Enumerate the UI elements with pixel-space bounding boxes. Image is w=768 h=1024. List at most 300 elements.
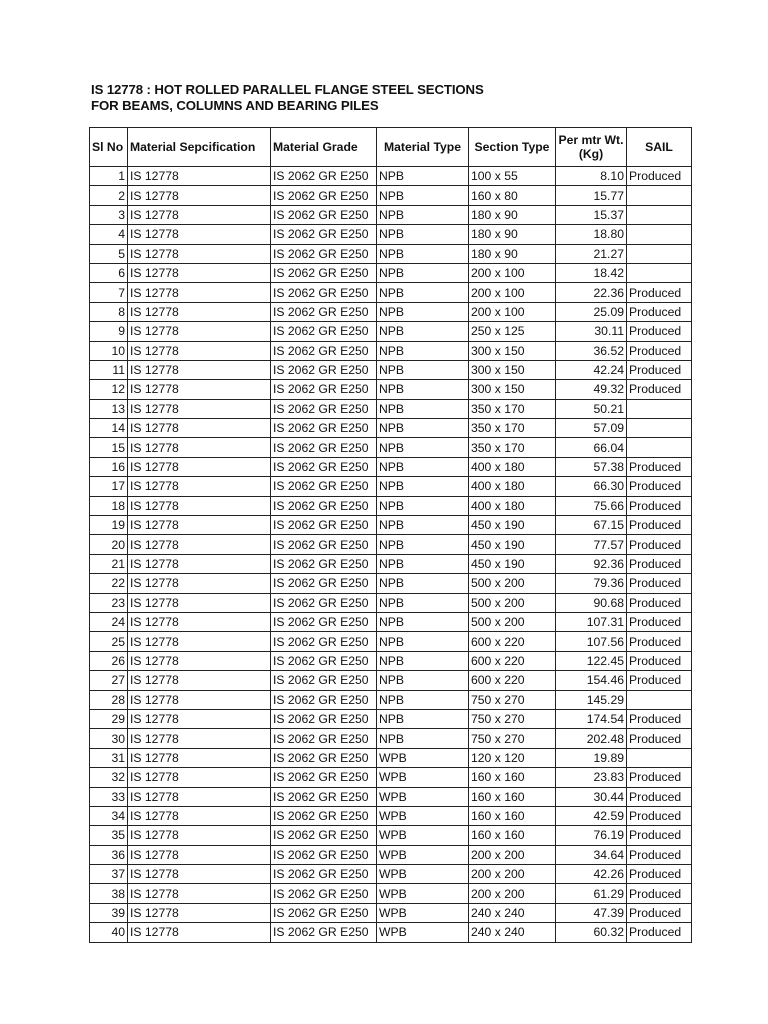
cell-material-specification: IS 12778 bbox=[128, 341, 271, 360]
cell-section-type: 160 x 160 bbox=[469, 806, 556, 825]
cell-sl-no: 35 bbox=[90, 826, 128, 845]
cell-material-specification: IS 12778 bbox=[128, 690, 271, 709]
cell-material-type: NPB bbox=[377, 380, 469, 399]
table-row bbox=[90, 806, 692, 825]
table-row bbox=[90, 283, 692, 302]
cell-sl-no: 30 bbox=[90, 729, 128, 748]
cell-section-type: 500 x 200 bbox=[469, 574, 556, 593]
table-row bbox=[90, 302, 692, 321]
cell-per-mtr-wt: 42.59 bbox=[556, 806, 627, 825]
table-row bbox=[90, 593, 692, 612]
table-row bbox=[90, 225, 692, 244]
cell-sl-no: 40 bbox=[90, 923, 128, 942]
cell-material-grade: IS 2062 GR E250 bbox=[271, 302, 377, 321]
cell-section-type: 750 x 270 bbox=[469, 709, 556, 728]
cell-material-grade: IS 2062 GR E250 bbox=[271, 457, 377, 476]
cell-per-mtr-wt: 18.42 bbox=[556, 263, 627, 282]
cell-sail: Produced bbox=[627, 903, 692, 922]
cell-material-specification: IS 12778 bbox=[128, 419, 271, 438]
table-row bbox=[90, 884, 692, 903]
cell-material-type: NPB bbox=[377, 690, 469, 709]
cell-material-type: WPB bbox=[377, 826, 469, 845]
cell-sl-no: 4 bbox=[90, 225, 128, 244]
cell-sl-no: 20 bbox=[90, 535, 128, 554]
cell-material-specification: IS 12778 bbox=[128, 574, 271, 593]
cell-sl-no: 23 bbox=[90, 593, 128, 612]
cell-sl-no: 17 bbox=[90, 477, 128, 496]
cell-sl-no: 39 bbox=[90, 903, 128, 922]
cell-material-grade: IS 2062 GR E250 bbox=[271, 322, 377, 341]
cell-material-grade: IS 2062 GR E250 bbox=[271, 671, 377, 690]
cell-material-specification: IS 12778 bbox=[128, 845, 271, 864]
cell-section-type: 350 x 170 bbox=[469, 438, 556, 457]
cell-section-type: 450 x 190 bbox=[469, 516, 556, 535]
cell-per-mtr-wt: 76.19 bbox=[556, 826, 627, 845]
cell-sl-no: 25 bbox=[90, 632, 128, 651]
cell-sail: Produced bbox=[627, 612, 692, 631]
cell-sl-no: 3 bbox=[90, 205, 128, 224]
cell-sail: Produced bbox=[627, 322, 692, 341]
cell-sl-no: 13 bbox=[90, 399, 128, 418]
cell-sail bbox=[627, 244, 692, 263]
table-row bbox=[90, 554, 692, 573]
cell-sail: Produced bbox=[627, 477, 692, 496]
table-row bbox=[90, 535, 692, 554]
cell-per-mtr-wt: 107.56 bbox=[556, 632, 627, 651]
table-row bbox=[90, 826, 692, 845]
cell-material-type: NPB bbox=[377, 612, 469, 631]
cell-material-type: WPB bbox=[377, 923, 469, 942]
cell-sail: Produced bbox=[627, 768, 692, 787]
table-row bbox=[90, 632, 692, 651]
cell-material-specification: IS 12778 bbox=[128, 806, 271, 825]
cell-sl-no: 31 bbox=[90, 748, 128, 767]
cell-material-specification: IS 12778 bbox=[128, 554, 271, 573]
cell-material-specification: IS 12778 bbox=[128, 729, 271, 748]
header-section-type: Section Type bbox=[469, 128, 556, 167]
cell-material-grade: IS 2062 GR E250 bbox=[271, 865, 377, 884]
cell-per-mtr-wt: 34.64 bbox=[556, 845, 627, 864]
cell-section-type: 100 x 55 bbox=[469, 167, 556, 186]
cell-material-type: NPB bbox=[377, 535, 469, 554]
cell-section-type: 400 x 180 bbox=[469, 457, 556, 476]
cell-per-mtr-wt: 202.48 bbox=[556, 729, 627, 748]
cell-material-specification: IS 12778 bbox=[128, 748, 271, 767]
cell-material-grade: IS 2062 GR E250 bbox=[271, 593, 377, 612]
cell-sail: Produced bbox=[627, 516, 692, 535]
cell-sail: Produced bbox=[627, 632, 692, 651]
cell-sail: Produced bbox=[627, 496, 692, 515]
cell-material-specification: IS 12778 bbox=[128, 283, 271, 302]
cell-sl-no: 2 bbox=[90, 186, 128, 205]
cell-material-type: NPB bbox=[377, 516, 469, 535]
cell-material-grade: IS 2062 GR E250 bbox=[271, 826, 377, 845]
cell-material-type: NPB bbox=[377, 302, 469, 321]
cell-sail: Produced bbox=[627, 884, 692, 903]
table-row bbox=[90, 651, 692, 670]
cell-per-mtr-wt: 145.29 bbox=[556, 690, 627, 709]
title-line-2: FOR BEAMS, COLUMNS AND BEARING PILES bbox=[91, 98, 379, 113]
header-per-mtr-wt: Per mtr Wt. (Kg) bbox=[556, 128, 627, 167]
document-title bbox=[91, 82, 484, 114]
cell-sl-no: 14 bbox=[90, 419, 128, 438]
table-row bbox=[90, 341, 692, 360]
table-row bbox=[90, 865, 692, 884]
cell-material-specification: IS 12778 bbox=[128, 438, 271, 457]
table-row bbox=[90, 709, 692, 728]
cell-material-type: NPB bbox=[377, 671, 469, 690]
cell-per-mtr-wt: 30.44 bbox=[556, 787, 627, 806]
cell-material-grade: IS 2062 GR E250 bbox=[271, 263, 377, 282]
cell-material-type: NPB bbox=[377, 496, 469, 515]
cell-sail bbox=[627, 399, 692, 418]
cell-material-type: NPB bbox=[377, 477, 469, 496]
table-row bbox=[90, 845, 692, 864]
cell-section-type: 200 x 100 bbox=[469, 302, 556, 321]
cell-per-mtr-wt: 21.27 bbox=[556, 244, 627, 263]
cell-section-type: 350 x 170 bbox=[469, 399, 556, 418]
cell-material-type: NPB bbox=[377, 574, 469, 593]
cell-sl-no: 36 bbox=[90, 845, 128, 864]
cell-sl-no: 16 bbox=[90, 457, 128, 476]
cell-sl-no: 34 bbox=[90, 806, 128, 825]
cell-material-grade: IS 2062 GR E250 bbox=[271, 360, 377, 379]
cell-material-grade: IS 2062 GR E250 bbox=[271, 516, 377, 535]
cell-per-mtr-wt: 154.46 bbox=[556, 671, 627, 690]
cell-section-type: 400 x 180 bbox=[469, 477, 556, 496]
table-row bbox=[90, 205, 692, 224]
cell-material-specification: IS 12778 bbox=[128, 205, 271, 224]
cell-material-grade: IS 2062 GR E250 bbox=[271, 632, 377, 651]
cell-sail bbox=[627, 748, 692, 767]
cell-sl-no: 5 bbox=[90, 244, 128, 263]
cell-section-type: 750 x 270 bbox=[469, 729, 556, 748]
table-row bbox=[90, 903, 692, 922]
cell-material-grade: IS 2062 GR E250 bbox=[271, 341, 377, 360]
cell-section-type: 160 x 160 bbox=[469, 826, 556, 845]
cell-per-mtr-wt: 57.38 bbox=[556, 457, 627, 476]
cell-sl-no: 12 bbox=[90, 380, 128, 399]
cell-section-type: 160 x 160 bbox=[469, 768, 556, 787]
cell-per-mtr-wt: 42.26 bbox=[556, 865, 627, 884]
cell-section-type: 240 x 240 bbox=[469, 923, 556, 942]
header-sail: SAIL bbox=[627, 128, 692, 167]
table-row bbox=[90, 322, 692, 341]
header-material-specification: Material Sepcification bbox=[128, 128, 271, 167]
cell-material-type: NPB bbox=[377, 554, 469, 573]
cell-sail: Produced bbox=[627, 554, 692, 573]
cell-material-specification: IS 12778 bbox=[128, 768, 271, 787]
cell-material-specification: IS 12778 bbox=[128, 865, 271, 884]
cell-section-type: 300 x 150 bbox=[469, 380, 556, 399]
cell-sail: Produced bbox=[627, 709, 692, 728]
cell-section-type: 160 x 80 bbox=[469, 186, 556, 205]
cell-material-specification: IS 12778 bbox=[128, 457, 271, 476]
cell-per-mtr-wt: 23.83 bbox=[556, 768, 627, 787]
cell-material-specification: IS 12778 bbox=[128, 612, 271, 631]
cell-material-grade: IS 2062 GR E250 bbox=[271, 884, 377, 903]
cell-material-grade: IS 2062 GR E250 bbox=[271, 380, 377, 399]
cell-sail: Produced bbox=[627, 360, 692, 379]
cell-per-mtr-wt: 15.77 bbox=[556, 186, 627, 205]
cell-material-grade: IS 2062 GR E250 bbox=[271, 244, 377, 263]
cell-per-mtr-wt: 66.30 bbox=[556, 477, 627, 496]
cell-per-mtr-wt: 67.15 bbox=[556, 516, 627, 535]
cell-section-type: 600 x 220 bbox=[469, 651, 556, 670]
cell-sail: Produced bbox=[627, 341, 692, 360]
cell-sail: Produced bbox=[627, 593, 692, 612]
cell-material-type: NPB bbox=[377, 322, 469, 341]
cell-per-mtr-wt: 90.68 bbox=[556, 593, 627, 612]
cell-material-specification: IS 12778 bbox=[128, 651, 271, 670]
cell-material-grade: IS 2062 GR E250 bbox=[271, 554, 377, 573]
cell-section-type: 250 x 125 bbox=[469, 322, 556, 341]
cell-sl-no: 8 bbox=[90, 302, 128, 321]
table-row bbox=[90, 574, 692, 593]
table-row bbox=[90, 612, 692, 631]
cell-material-type: WPB bbox=[377, 806, 469, 825]
cell-material-type: WPB bbox=[377, 748, 469, 767]
header-material-grade: Material Grade bbox=[271, 128, 377, 167]
cell-material-grade: IS 2062 GR E250 bbox=[271, 167, 377, 186]
cell-sail: Produced bbox=[627, 651, 692, 670]
table-row bbox=[90, 690, 692, 709]
cell-sail: Produced bbox=[627, 826, 692, 845]
cell-sl-no: 37 bbox=[90, 865, 128, 884]
table-row bbox=[90, 399, 692, 418]
cell-material-grade: IS 2062 GR E250 bbox=[271, 787, 377, 806]
cell-sl-no: 18 bbox=[90, 496, 128, 515]
cell-section-type: 180 x 90 bbox=[469, 225, 556, 244]
cell-sail: Produced bbox=[627, 380, 692, 399]
cell-material-specification: IS 12778 bbox=[128, 263, 271, 282]
table-body bbox=[90, 167, 692, 943]
cell-per-mtr-wt: 19.89 bbox=[556, 748, 627, 767]
cell-material-specification: IS 12778 bbox=[128, 302, 271, 321]
cell-material-type: WPB bbox=[377, 768, 469, 787]
cell-material-specification: IS 12778 bbox=[128, 244, 271, 263]
cell-material-type: NPB bbox=[377, 438, 469, 457]
cell-material-grade: IS 2062 GR E250 bbox=[271, 690, 377, 709]
cell-sail bbox=[627, 225, 692, 244]
cell-sail bbox=[627, 205, 692, 224]
table-row bbox=[90, 244, 692, 263]
cell-sl-no: 22 bbox=[90, 574, 128, 593]
cell-material-grade: IS 2062 GR E250 bbox=[271, 612, 377, 631]
cell-sl-no: 24 bbox=[90, 612, 128, 631]
cell-material-grade: IS 2062 GR E250 bbox=[271, 225, 377, 244]
cell-material-type: NPB bbox=[377, 225, 469, 244]
cell-sail: Produced bbox=[627, 845, 692, 864]
table-row bbox=[90, 516, 692, 535]
header-sl-no: Sl No bbox=[90, 128, 128, 167]
cell-sl-no: 19 bbox=[90, 516, 128, 535]
header-material-type: Material Type bbox=[377, 128, 469, 167]
cell-section-type: 200 x 200 bbox=[469, 865, 556, 884]
cell-material-specification: IS 12778 bbox=[128, 593, 271, 612]
cell-section-type: 750 x 270 bbox=[469, 690, 556, 709]
table-row bbox=[90, 477, 692, 496]
table-row bbox=[90, 380, 692, 399]
cell-per-mtr-wt: 66.04 bbox=[556, 438, 627, 457]
cell-per-mtr-wt: 49.32 bbox=[556, 380, 627, 399]
cell-material-type: NPB bbox=[377, 263, 469, 282]
cell-material-type: NPB bbox=[377, 593, 469, 612]
cell-sl-no: 28 bbox=[90, 690, 128, 709]
table-row bbox=[90, 748, 692, 767]
cell-per-mtr-wt: 8.10 bbox=[556, 167, 627, 186]
cell-section-type: 450 x 190 bbox=[469, 535, 556, 554]
cell-sail: Produced bbox=[627, 535, 692, 554]
cell-sl-no: 7 bbox=[90, 283, 128, 302]
cell-per-mtr-wt: 92.36 bbox=[556, 554, 627, 573]
cell-material-grade: IS 2062 GR E250 bbox=[271, 768, 377, 787]
cell-material-grade: IS 2062 GR E250 bbox=[271, 496, 377, 515]
cell-sl-no: 33 bbox=[90, 787, 128, 806]
cell-material-type: WPB bbox=[377, 865, 469, 884]
cell-section-type: 240 x 240 bbox=[469, 903, 556, 922]
cell-sail: Produced bbox=[627, 283, 692, 302]
table-row bbox=[90, 263, 692, 282]
cell-material-grade: IS 2062 GR E250 bbox=[271, 477, 377, 496]
cell-material-specification: IS 12778 bbox=[128, 632, 271, 651]
cell-material-grade: IS 2062 GR E250 bbox=[271, 438, 377, 457]
cell-sl-no: 6 bbox=[90, 263, 128, 282]
cell-material-grade: IS 2062 GR E250 bbox=[271, 903, 377, 922]
cell-sail bbox=[627, 263, 692, 282]
cell-material-specification: IS 12778 bbox=[128, 516, 271, 535]
cell-per-mtr-wt: 30.11 bbox=[556, 322, 627, 341]
cell-section-type: 200 x 200 bbox=[469, 845, 556, 864]
table-row bbox=[90, 438, 692, 457]
cell-per-mtr-wt: 61.29 bbox=[556, 884, 627, 903]
cell-per-mtr-wt: 77.57 bbox=[556, 535, 627, 554]
cell-per-mtr-wt: 22.36 bbox=[556, 283, 627, 302]
cell-sail: Produced bbox=[627, 865, 692, 884]
cell-sl-no: 21 bbox=[90, 554, 128, 573]
cell-per-mtr-wt: 122.45 bbox=[556, 651, 627, 670]
cell-material-grade: IS 2062 GR E250 bbox=[271, 574, 377, 593]
title-line-1: IS 12778 : HOT ROLLED PARALLEL FLANGE STEEL SECTIONS bbox=[91, 82, 484, 97]
cell-material-type: NPB bbox=[377, 457, 469, 476]
cell-sl-no: 11 bbox=[90, 360, 128, 379]
cell-material-specification: IS 12778 bbox=[128, 322, 271, 341]
cell-section-type: 200 x 200 bbox=[469, 884, 556, 903]
table-row bbox=[90, 457, 692, 476]
table-row bbox=[90, 360, 692, 379]
cell-sl-no: 29 bbox=[90, 709, 128, 728]
cell-material-grade: IS 2062 GR E250 bbox=[271, 729, 377, 748]
cell-sail: Produced bbox=[627, 457, 692, 476]
table-row bbox=[90, 729, 692, 748]
cell-section-type: 300 x 150 bbox=[469, 341, 556, 360]
cell-material-specification: IS 12778 bbox=[128, 535, 271, 554]
cell-sl-no: 9 bbox=[90, 322, 128, 341]
cell-section-type: 200 x 100 bbox=[469, 283, 556, 302]
cell-sail: Produced bbox=[627, 574, 692, 593]
cell-per-mtr-wt: 50.21 bbox=[556, 399, 627, 418]
cell-material-type: NPB bbox=[377, 419, 469, 438]
table-row bbox=[90, 923, 692, 942]
cell-material-grade: IS 2062 GR E250 bbox=[271, 923, 377, 942]
cell-per-mtr-wt: 174.54 bbox=[556, 709, 627, 728]
cell-per-mtr-wt: 107.31 bbox=[556, 612, 627, 631]
cell-material-type: WPB bbox=[377, 787, 469, 806]
table-row bbox=[90, 671, 692, 690]
cell-sl-no: 32 bbox=[90, 768, 128, 787]
cell-per-mtr-wt: 60.32 bbox=[556, 923, 627, 942]
cell-sl-no: 38 bbox=[90, 884, 128, 903]
cell-per-mtr-wt: 25.09 bbox=[556, 302, 627, 321]
cell-material-specification: IS 12778 bbox=[128, 380, 271, 399]
cell-material-grade: IS 2062 GR E250 bbox=[271, 651, 377, 670]
cell-material-type: WPB bbox=[377, 845, 469, 864]
cell-material-specification: IS 12778 bbox=[128, 709, 271, 728]
cell-material-type: NPB bbox=[377, 341, 469, 360]
table-row bbox=[90, 419, 692, 438]
cell-material-grade: IS 2062 GR E250 bbox=[271, 535, 377, 554]
cell-sl-no: 10 bbox=[90, 341, 128, 360]
cell-sail bbox=[627, 690, 692, 709]
cell-section-type: 400 x 180 bbox=[469, 496, 556, 515]
table-row bbox=[90, 496, 692, 515]
cell-material-specification: IS 12778 bbox=[128, 496, 271, 515]
cell-material-type: NPB bbox=[377, 167, 469, 186]
cell-material-grade: IS 2062 GR E250 bbox=[271, 709, 377, 728]
cell-per-mtr-wt: 75.66 bbox=[556, 496, 627, 515]
cell-material-type: WPB bbox=[377, 884, 469, 903]
cell-material-grade: IS 2062 GR E250 bbox=[271, 399, 377, 418]
cell-section-type: 200 x 100 bbox=[469, 263, 556, 282]
cell-material-specification: IS 12778 bbox=[128, 671, 271, 690]
cell-material-specification: IS 12778 bbox=[128, 225, 271, 244]
cell-section-type: 180 x 90 bbox=[469, 205, 556, 224]
cell-material-specification: IS 12778 bbox=[128, 923, 271, 942]
cell-sail bbox=[627, 438, 692, 457]
cell-section-type: 500 x 200 bbox=[469, 612, 556, 631]
table-row bbox=[90, 186, 692, 205]
cell-per-mtr-wt: 47.39 bbox=[556, 903, 627, 922]
cell-material-grade: IS 2062 GR E250 bbox=[271, 806, 377, 825]
steel-sections-table bbox=[89, 127, 692, 943]
cell-section-type: 500 x 200 bbox=[469, 593, 556, 612]
cell-per-mtr-wt: 79.36 bbox=[556, 574, 627, 593]
cell-sail: Produced bbox=[627, 923, 692, 942]
cell-material-specification: IS 12778 bbox=[128, 360, 271, 379]
cell-section-type: 180 x 90 bbox=[469, 244, 556, 263]
cell-sail: Produced bbox=[627, 806, 692, 825]
cell-material-specification: IS 12778 bbox=[128, 186, 271, 205]
cell-material-type: WPB bbox=[377, 903, 469, 922]
cell-sail: Produced bbox=[627, 729, 692, 748]
cell-sail bbox=[627, 419, 692, 438]
cell-section-type: 600 x 220 bbox=[469, 632, 556, 651]
cell-per-mtr-wt: 36.52 bbox=[556, 341, 627, 360]
cell-material-specification: IS 12778 bbox=[128, 477, 271, 496]
table-header-row bbox=[90, 128, 692, 167]
cell-material-grade: IS 2062 GR E250 bbox=[271, 205, 377, 224]
cell-material-specification: IS 12778 bbox=[128, 399, 271, 418]
table-row bbox=[90, 768, 692, 787]
cell-per-mtr-wt: 57.09 bbox=[556, 419, 627, 438]
table-row bbox=[90, 787, 692, 806]
cell-sail: Produced bbox=[627, 787, 692, 806]
cell-sl-no: 26 bbox=[90, 651, 128, 670]
cell-material-type: NPB bbox=[377, 360, 469, 379]
cell-sail: Produced bbox=[627, 302, 692, 321]
cell-material-type: NPB bbox=[377, 632, 469, 651]
cell-section-type: 600 x 220 bbox=[469, 671, 556, 690]
